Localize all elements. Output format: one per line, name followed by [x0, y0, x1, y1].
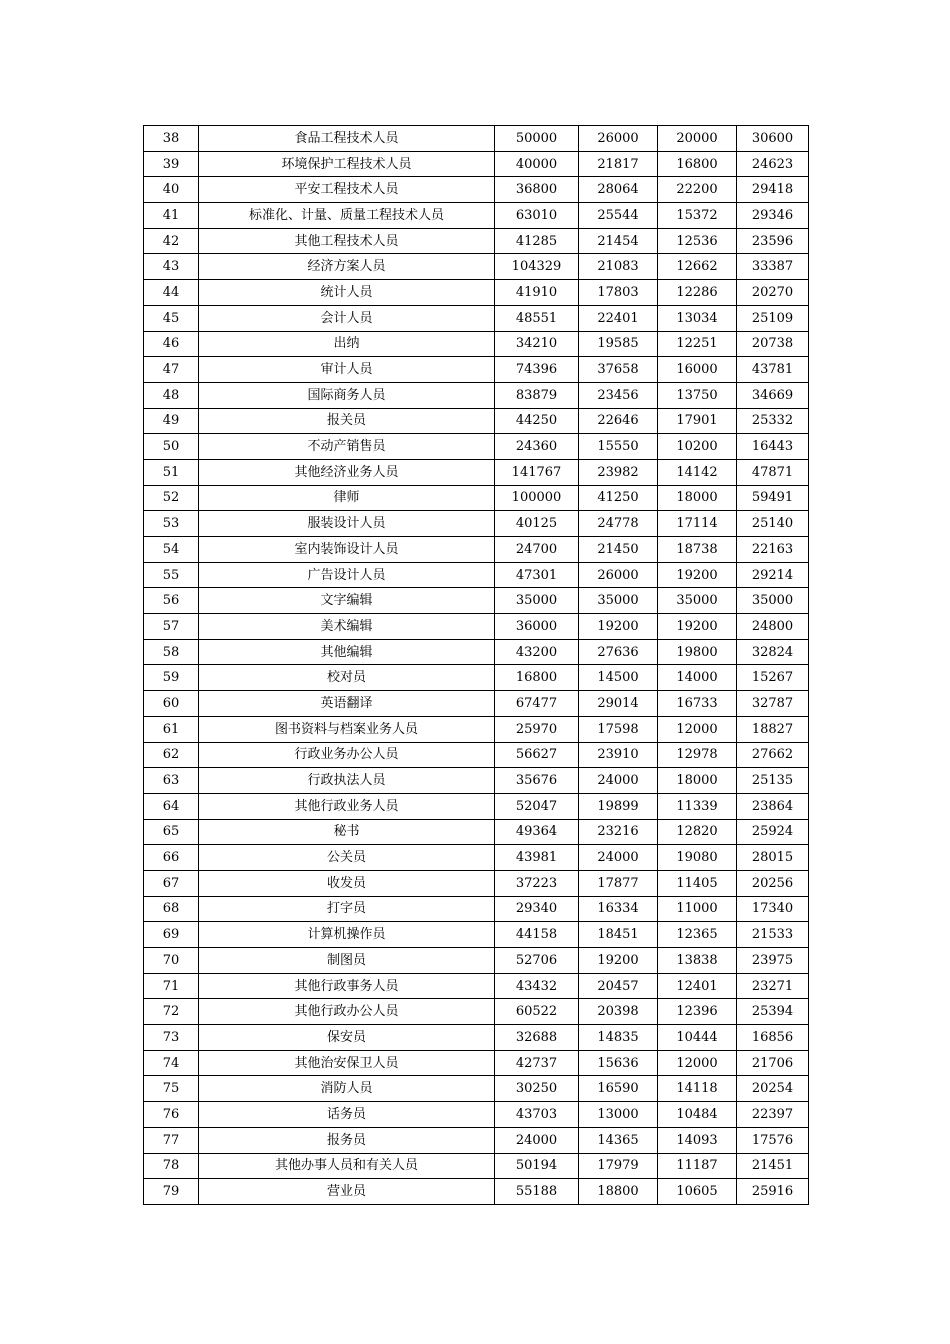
occupation-name-cell: 其他治安保卫人员 [199, 1050, 495, 1076]
table-row [144, 1102, 809, 1128]
value-2-cell: 23910 [579, 742, 658, 768]
occupation-name-cell: 不动产销售员 [199, 434, 495, 460]
value-1-cell: 83879 [495, 382, 579, 408]
value-1-cell: 52706 [495, 948, 579, 974]
value-1-cell: 41285 [495, 228, 579, 254]
value-1-cell: 48551 [495, 305, 579, 331]
value-1-cell: 34210 [495, 331, 579, 357]
value-4-cell: 21533 [737, 922, 809, 948]
value-2-cell: 17979 [579, 1153, 658, 1179]
table-row [144, 819, 809, 845]
value-3-cell: 10605 [658, 1179, 737, 1205]
value-2-cell: 14500 [579, 665, 658, 691]
value-2-cell: 26000 [579, 126, 658, 152]
value-1-cell: 47301 [495, 562, 579, 588]
value-3-cell: 12662 [658, 254, 737, 280]
table-row [144, 870, 809, 896]
occupation-name-cell: 图书资料与档案业务人员 [199, 716, 495, 742]
table-row [144, 511, 809, 537]
value-1-cell: 141767 [495, 459, 579, 485]
value-1-cell: 50000 [495, 126, 579, 152]
value-4-cell: 35000 [737, 588, 809, 614]
value-1-cell: 44158 [495, 922, 579, 948]
table-row [144, 793, 809, 819]
occupation-name-cell: 食品工程技术人员 [199, 126, 495, 152]
value-4-cell: 15267 [737, 665, 809, 691]
table-row [144, 845, 809, 871]
value-3-cell: 12820 [658, 819, 737, 845]
row-number-cell: 43 [144, 254, 199, 280]
table-row [144, 614, 809, 640]
value-2-cell: 24778 [579, 511, 658, 537]
value-1-cell: 50194 [495, 1153, 579, 1179]
value-1-cell: 41910 [495, 280, 579, 306]
value-3-cell: 16733 [658, 691, 737, 717]
value-2-cell: 21083 [579, 254, 658, 280]
value-2-cell: 28064 [579, 177, 658, 203]
value-3-cell: 16000 [658, 357, 737, 383]
occupation-name-cell: 打字员 [199, 896, 495, 922]
value-1-cell: 44250 [495, 408, 579, 434]
row-number-cell: 75 [144, 1076, 199, 1102]
value-3-cell: 19200 [658, 562, 737, 588]
value-1-cell: 24700 [495, 537, 579, 563]
value-2-cell: 18451 [579, 922, 658, 948]
value-2-cell: 37658 [579, 357, 658, 383]
table-row [144, 280, 809, 306]
value-4-cell: 32787 [737, 691, 809, 717]
value-1-cell: 63010 [495, 203, 579, 229]
value-3-cell: 19800 [658, 639, 737, 665]
value-4-cell: 23596 [737, 228, 809, 254]
occupation-name-cell: 审计人员 [199, 357, 495, 383]
table-row [144, 331, 809, 357]
value-3-cell: 10444 [658, 1025, 737, 1051]
row-number-cell: 63 [144, 768, 199, 794]
value-3-cell: 18000 [658, 768, 737, 794]
value-3-cell: 11187 [658, 1153, 737, 1179]
value-2-cell: 22646 [579, 408, 658, 434]
value-1-cell: 74396 [495, 357, 579, 383]
value-4-cell: 43781 [737, 357, 809, 383]
row-number-cell: 57 [144, 614, 199, 640]
table-row [144, 1076, 809, 1102]
value-2-cell: 18800 [579, 1179, 658, 1205]
value-2-cell: 23216 [579, 819, 658, 845]
value-4-cell: 25924 [737, 819, 809, 845]
row-number-cell: 54 [144, 537, 199, 563]
value-4-cell: 28015 [737, 845, 809, 871]
value-1-cell: 24360 [495, 434, 579, 460]
occupation-name-cell: 广告设计人员 [199, 562, 495, 588]
table-row [144, 459, 809, 485]
occupation-name-cell: 营业员 [199, 1179, 495, 1205]
row-number-cell: 42 [144, 228, 199, 254]
occupation-name-cell: 环境保护工程技术人员 [199, 151, 495, 177]
table-row [144, 203, 809, 229]
value-1-cell: 43703 [495, 1102, 579, 1128]
table-row [144, 1179, 809, 1205]
value-3-cell: 11339 [658, 793, 737, 819]
value-2-cell: 14365 [579, 1127, 658, 1153]
occupation-name-cell: 统计人员 [199, 280, 495, 306]
value-2-cell: 19899 [579, 793, 658, 819]
occupation-name-cell: 话务员 [199, 1102, 495, 1128]
occupation-name-cell: 服装设计人员 [199, 511, 495, 537]
value-2-cell: 26000 [579, 562, 658, 588]
value-2-cell: 22401 [579, 305, 658, 331]
value-1-cell: 16800 [495, 665, 579, 691]
value-4-cell: 33387 [737, 254, 809, 280]
occupation-name-cell: 计算机操作员 [199, 922, 495, 948]
value-1-cell: 60522 [495, 999, 579, 1025]
occupation-name-cell: 国际商务人员 [199, 382, 495, 408]
value-2-cell: 21817 [579, 151, 658, 177]
occupation-name-cell: 文字编辑 [199, 588, 495, 614]
occupation-name-cell: 其他行政业务人员 [199, 793, 495, 819]
value-1-cell: 43432 [495, 973, 579, 999]
row-number-cell: 49 [144, 408, 199, 434]
row-number-cell: 38 [144, 126, 199, 152]
value-4-cell: 21706 [737, 1050, 809, 1076]
occupation-name-cell: 律师 [199, 485, 495, 511]
table-row [144, 716, 809, 742]
occupation-name-cell: 经济方案人员 [199, 254, 495, 280]
value-4-cell: 20738 [737, 331, 809, 357]
occupation-name-cell: 行政业务办公人员 [199, 742, 495, 768]
row-number-cell: 64 [144, 793, 199, 819]
value-2-cell: 25544 [579, 203, 658, 229]
table-row [144, 1025, 809, 1051]
value-2-cell: 21450 [579, 537, 658, 563]
table-row [144, 382, 809, 408]
value-1-cell: 49364 [495, 819, 579, 845]
occupation-name-cell: 报务员 [199, 1127, 495, 1153]
value-3-cell: 13034 [658, 305, 737, 331]
value-3-cell: 14000 [658, 665, 737, 691]
value-3-cell: 14142 [658, 459, 737, 485]
value-2-cell: 29014 [579, 691, 658, 717]
row-number-cell: 59 [144, 665, 199, 691]
value-2-cell: 15636 [579, 1050, 658, 1076]
value-4-cell: 25135 [737, 768, 809, 794]
value-1-cell: 32688 [495, 1025, 579, 1051]
table-row [144, 922, 809, 948]
value-2-cell: 20457 [579, 973, 658, 999]
row-number-cell: 51 [144, 459, 199, 485]
value-4-cell: 17576 [737, 1127, 809, 1153]
row-number-cell: 73 [144, 1025, 199, 1051]
occupation-name-cell: 行政执法人员 [199, 768, 495, 794]
value-3-cell: 12978 [658, 742, 737, 768]
value-4-cell: 20256 [737, 870, 809, 896]
value-3-cell: 12251 [658, 331, 737, 357]
value-1-cell: 42737 [495, 1050, 579, 1076]
row-number-cell: 52 [144, 485, 199, 511]
value-3-cell: 14093 [658, 1127, 737, 1153]
value-2-cell: 17877 [579, 870, 658, 896]
value-2-cell: 24000 [579, 845, 658, 871]
value-4-cell: 24623 [737, 151, 809, 177]
row-number-cell: 48 [144, 382, 199, 408]
value-1-cell: 55188 [495, 1179, 579, 1205]
value-1-cell: 40000 [495, 151, 579, 177]
row-number-cell: 46 [144, 331, 199, 357]
occupation-name-cell: 其他经济业务人员 [199, 459, 495, 485]
occupation-name-cell: 秘书 [199, 819, 495, 845]
occupation-name-cell: 室内装饰设计人员 [199, 537, 495, 563]
table-row [144, 177, 809, 203]
row-number-cell: 74 [144, 1050, 199, 1076]
value-3-cell: 13838 [658, 948, 737, 974]
value-1-cell: 30250 [495, 1076, 579, 1102]
row-number-cell: 39 [144, 151, 199, 177]
row-number-cell: 70 [144, 948, 199, 974]
value-3-cell: 12000 [658, 716, 737, 742]
value-3-cell: 12000 [658, 1050, 737, 1076]
occupation-name-cell: 报关员 [199, 408, 495, 434]
value-2-cell: 21454 [579, 228, 658, 254]
value-1-cell: 35000 [495, 588, 579, 614]
wage-table-body [144, 126, 809, 1205]
value-3-cell: 14118 [658, 1076, 737, 1102]
row-number-cell: 47 [144, 357, 199, 383]
row-number-cell: 60 [144, 691, 199, 717]
value-4-cell: 47871 [737, 459, 809, 485]
value-1-cell: 29340 [495, 896, 579, 922]
value-3-cell: 19080 [658, 845, 737, 871]
value-1-cell: 40125 [495, 511, 579, 537]
value-4-cell: 25394 [737, 999, 809, 1025]
table-row [144, 434, 809, 460]
table-row [144, 948, 809, 974]
value-4-cell: 59491 [737, 485, 809, 511]
row-number-cell: 45 [144, 305, 199, 331]
occupation-name-cell: 其他工程技术人员 [199, 228, 495, 254]
row-number-cell: 61 [144, 716, 199, 742]
value-4-cell: 27662 [737, 742, 809, 768]
table-row [144, 1050, 809, 1076]
occupation-name-cell: 其他行政办公人员 [199, 999, 495, 1025]
value-2-cell: 19200 [579, 948, 658, 974]
value-1-cell: 43200 [495, 639, 579, 665]
occupation-name-cell: 消防人员 [199, 1076, 495, 1102]
row-number-cell: 50 [144, 434, 199, 460]
value-2-cell: 23456 [579, 382, 658, 408]
table-row [144, 151, 809, 177]
value-2-cell: 27636 [579, 639, 658, 665]
occupation-name-cell: 会计人员 [199, 305, 495, 331]
table-row [144, 537, 809, 563]
occupation-name-cell: 标准化、计量、质量工程技术人员 [199, 203, 495, 229]
occupation-name-cell: 美术编辑 [199, 614, 495, 640]
value-2-cell: 17598 [579, 716, 658, 742]
table-row [144, 999, 809, 1025]
row-number-cell: 65 [144, 819, 199, 845]
occupation-name-cell: 校对员 [199, 665, 495, 691]
table-row [144, 254, 809, 280]
table-row [144, 1153, 809, 1179]
value-3-cell: 18000 [658, 485, 737, 511]
value-3-cell: 16800 [658, 151, 737, 177]
table-row [144, 691, 809, 717]
value-1-cell: 43981 [495, 845, 579, 871]
value-4-cell: 25109 [737, 305, 809, 331]
occupation-name-cell: 英语翻译 [199, 691, 495, 717]
value-4-cell: 25140 [737, 511, 809, 537]
occupation-name-cell: 收发员 [199, 870, 495, 896]
row-number-cell: 53 [144, 511, 199, 537]
value-3-cell: 11405 [658, 870, 737, 896]
value-1-cell: 100000 [495, 485, 579, 511]
row-number-cell: 69 [144, 922, 199, 948]
row-number-cell: 77 [144, 1127, 199, 1153]
row-number-cell: 78 [144, 1153, 199, 1179]
value-3-cell: 20000 [658, 126, 737, 152]
value-1-cell: 36000 [495, 614, 579, 640]
table-row [144, 768, 809, 794]
value-3-cell: 12536 [658, 228, 737, 254]
row-number-cell: 55 [144, 562, 199, 588]
row-number-cell: 67 [144, 870, 199, 896]
occupation-name-cell: 其他行政事务人员 [199, 973, 495, 999]
row-number-cell: 79 [144, 1179, 199, 1205]
value-4-cell: 20270 [737, 280, 809, 306]
value-2-cell: 35000 [579, 588, 658, 614]
row-number-cell: 66 [144, 845, 199, 871]
wage-table [143, 125, 809, 1205]
row-number-cell: 68 [144, 896, 199, 922]
value-4-cell: 34669 [737, 382, 809, 408]
table-row [144, 228, 809, 254]
table-row [144, 408, 809, 434]
value-1-cell: 52047 [495, 793, 579, 819]
value-2-cell: 41250 [579, 485, 658, 511]
occupation-name-cell: 其他办事人员和有关人员 [199, 1153, 495, 1179]
value-4-cell: 30600 [737, 126, 809, 152]
value-4-cell: 23975 [737, 948, 809, 974]
table-row [144, 1127, 809, 1153]
value-3-cell: 15372 [658, 203, 737, 229]
table-row [144, 742, 809, 768]
row-number-cell: 76 [144, 1102, 199, 1128]
table-row [144, 562, 809, 588]
value-3-cell: 13750 [658, 382, 737, 408]
value-4-cell: 25916 [737, 1179, 809, 1205]
value-4-cell: 17340 [737, 896, 809, 922]
value-3-cell: 17901 [658, 408, 737, 434]
value-4-cell: 24800 [737, 614, 809, 640]
row-number-cell: 58 [144, 639, 199, 665]
table-row [144, 588, 809, 614]
value-3-cell: 12396 [658, 999, 737, 1025]
value-4-cell: 23864 [737, 793, 809, 819]
occupation-name-cell: 其他编辑 [199, 639, 495, 665]
row-number-cell: 71 [144, 973, 199, 999]
value-3-cell: 12365 [658, 922, 737, 948]
value-2-cell: 14835 [579, 1025, 658, 1051]
value-3-cell: 17114 [658, 511, 737, 537]
value-4-cell: 22397 [737, 1102, 809, 1128]
table-row [144, 305, 809, 331]
table-row [144, 896, 809, 922]
table-row [144, 485, 809, 511]
occupation-name-cell: 保安员 [199, 1025, 495, 1051]
value-4-cell: 20254 [737, 1076, 809, 1102]
value-2-cell: 24000 [579, 768, 658, 794]
row-number-cell: 44 [144, 280, 199, 306]
value-2-cell: 15550 [579, 434, 658, 460]
value-4-cell: 32824 [737, 639, 809, 665]
table-row [144, 126, 809, 152]
occupation-name-cell: 平安工程技术人员 [199, 177, 495, 203]
value-4-cell: 16443 [737, 434, 809, 460]
value-2-cell: 16590 [579, 1076, 658, 1102]
occupation-name-cell: 公关员 [199, 845, 495, 871]
value-2-cell: 13000 [579, 1102, 658, 1128]
value-4-cell: 23271 [737, 973, 809, 999]
value-1-cell: 25970 [495, 716, 579, 742]
value-3-cell: 35000 [658, 588, 737, 614]
row-number-cell: 72 [144, 999, 199, 1025]
value-2-cell: 16334 [579, 896, 658, 922]
table-row [144, 665, 809, 691]
row-number-cell: 41 [144, 203, 199, 229]
value-4-cell: 22163 [737, 537, 809, 563]
value-2-cell: 19200 [579, 614, 658, 640]
value-2-cell: 19585 [579, 331, 658, 357]
value-4-cell: 29346 [737, 203, 809, 229]
value-4-cell: 29418 [737, 177, 809, 203]
value-2-cell: 20398 [579, 999, 658, 1025]
table-row [144, 639, 809, 665]
value-1-cell: 104329 [495, 254, 579, 280]
value-3-cell: 22200 [658, 177, 737, 203]
value-2-cell: 23982 [579, 459, 658, 485]
value-1-cell: 35676 [495, 768, 579, 794]
row-number-cell: 40 [144, 177, 199, 203]
value-1-cell: 67477 [495, 691, 579, 717]
value-1-cell: 24000 [495, 1127, 579, 1153]
row-number-cell: 56 [144, 588, 199, 614]
row-number-cell: 62 [144, 742, 199, 768]
value-2-cell: 17803 [579, 280, 658, 306]
value-4-cell: 21451 [737, 1153, 809, 1179]
value-3-cell: 19200 [658, 614, 737, 640]
value-3-cell: 12401 [658, 973, 737, 999]
occupation-name-cell: 出纳 [199, 331, 495, 357]
value-3-cell: 18738 [658, 537, 737, 563]
occupation-name-cell: 制图员 [199, 948, 495, 974]
value-1-cell: 36800 [495, 177, 579, 203]
table-row [144, 357, 809, 383]
value-3-cell: 12286 [658, 280, 737, 306]
value-3-cell: 10200 [658, 434, 737, 460]
value-4-cell: 25332 [737, 408, 809, 434]
table-row [144, 973, 809, 999]
value-1-cell: 37223 [495, 870, 579, 896]
value-4-cell: 16856 [737, 1025, 809, 1051]
value-1-cell: 56627 [495, 742, 579, 768]
value-4-cell: 29214 [737, 562, 809, 588]
value-3-cell: 10484 [658, 1102, 737, 1128]
value-3-cell: 11000 [658, 896, 737, 922]
value-4-cell: 18827 [737, 716, 809, 742]
